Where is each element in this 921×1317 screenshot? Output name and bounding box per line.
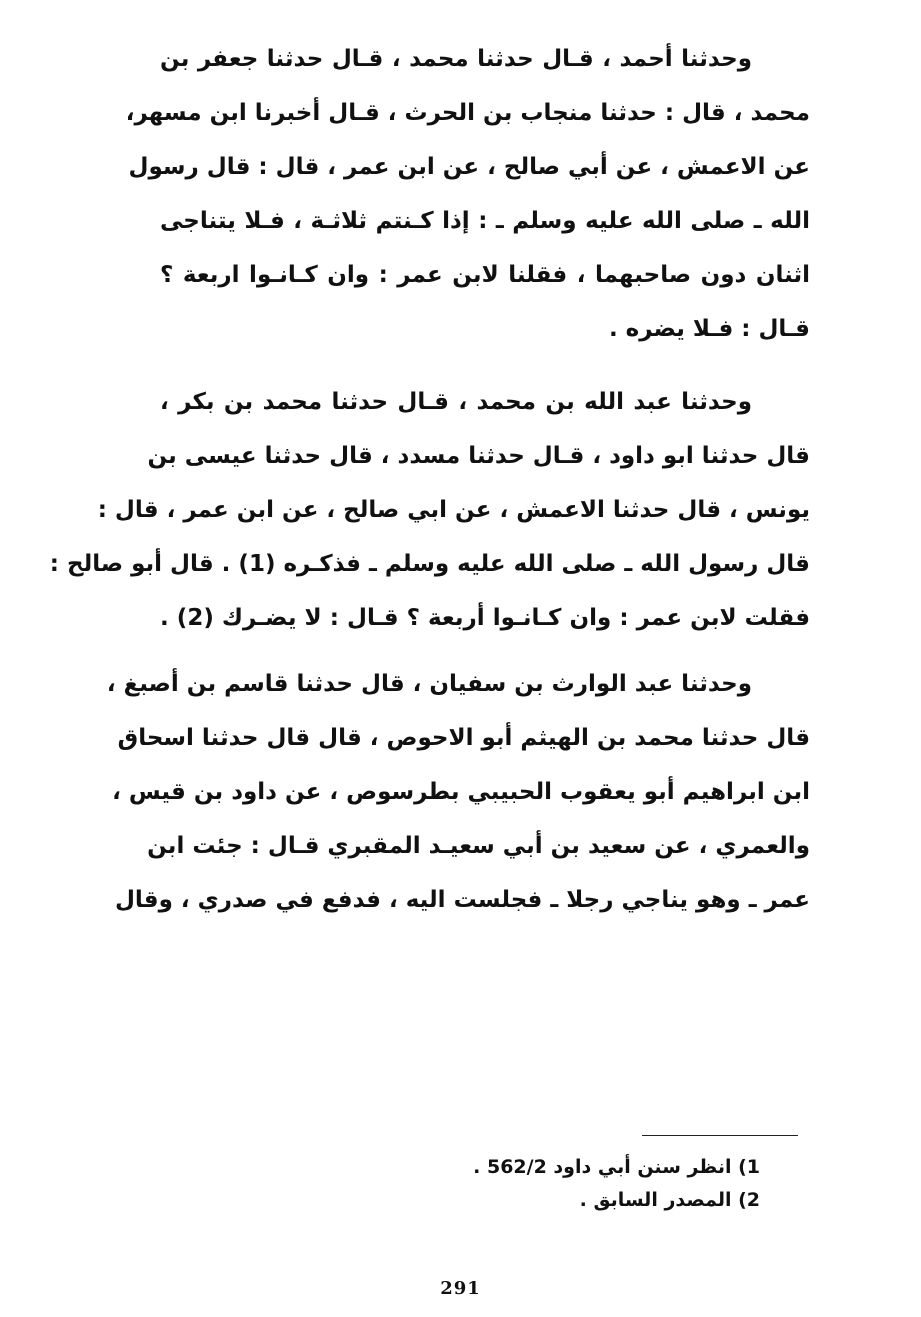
text-line: فقلت لابن عمر : وان كـانـوا أربعة ؟ قـال : لا يضـرك (2) . — [160, 605, 811, 631]
text-line: ابن ابراهيم أبو يعقوب الحبيبي بطرسوص ، عن داود بن قيس ، — [112, 779, 810, 805]
text-line: وحدثنا عبد الوارث بن سفيان ، قال حدثنا قاسم بن أصبغ ، — [106, 671, 752, 697]
paragraph-2 — [49, 375, 811, 645]
text-line: الله ـ صلى الله عليه وسلم ـ : إذا كـنتم ثلاثـة ، فـلا يتناجى — [160, 208, 810, 234]
text-line: وحدثنا أحمد ، قـال حدثنا محمد ، قـال حدثنا جعفر بن — [160, 46, 752, 72]
text-line: وحدثنا عبد الله بن محمد ، قـال حدثنا محمد بن بكر ، — [160, 389, 752, 415]
footnote-1: 1) انظر سنن أبي داود 562/2 . — [473, 1156, 760, 1178]
text-line: عن الاعمش ، عن أبي صالح ، عن ابن عمر ، قال : قال رسول — [128, 154, 810, 180]
text-line: قـال : فـلا يضره . — [608, 316, 810, 342]
paragraph-3 — [106, 657, 810, 927]
footnotes — [400, 1151, 760, 1217]
text-line: يونس ، قال حدثنا الاعمش ، عن ابي صالح ، عن ابن عمر ، قال : — [97, 497, 810, 523]
page-number: 291 — [440, 1278, 481, 1299]
paragraph-1 — [125, 32, 810, 356]
footnote-separator — [642, 1135, 798, 1136]
text-line: قال حدثنا ابو داود ، قـال حدثنا مسدد ، قال حدثنا عيسى بن — [147, 443, 810, 469]
text-line: عمر ـ وهو يناجي رجلا ـ فجلست اليه ، فدفع في صدري ، وقال — [114, 887, 810, 913]
text-line: قال رسول الله ـ صلى الله عليه وسلم ـ فذكـره (1) . قال أبو صالح : — [49, 551, 810, 577]
text-line: اثنان دون صاحبهما ، فقلنا لابن عمر : وان كـانـوا اربعة ؟ — [160, 262, 810, 288]
text-line: والعمري ، عن سعيد بن أبي سعيـد المقبري قـال : جئت ابن — [147, 833, 810, 859]
footnote-2: 2) المصدر السابق . — [579, 1189, 760, 1211]
text-line: محمد ، قال : حدثنا منجاب بن الحرث ، قـال أخبرنا ابن مسهر، — [125, 100, 810, 126]
text-line: قال حدثنا محمد بن الهيثم أبو الاحوص ، قال قال حدثنا اسحاق — [117, 725, 810, 751]
